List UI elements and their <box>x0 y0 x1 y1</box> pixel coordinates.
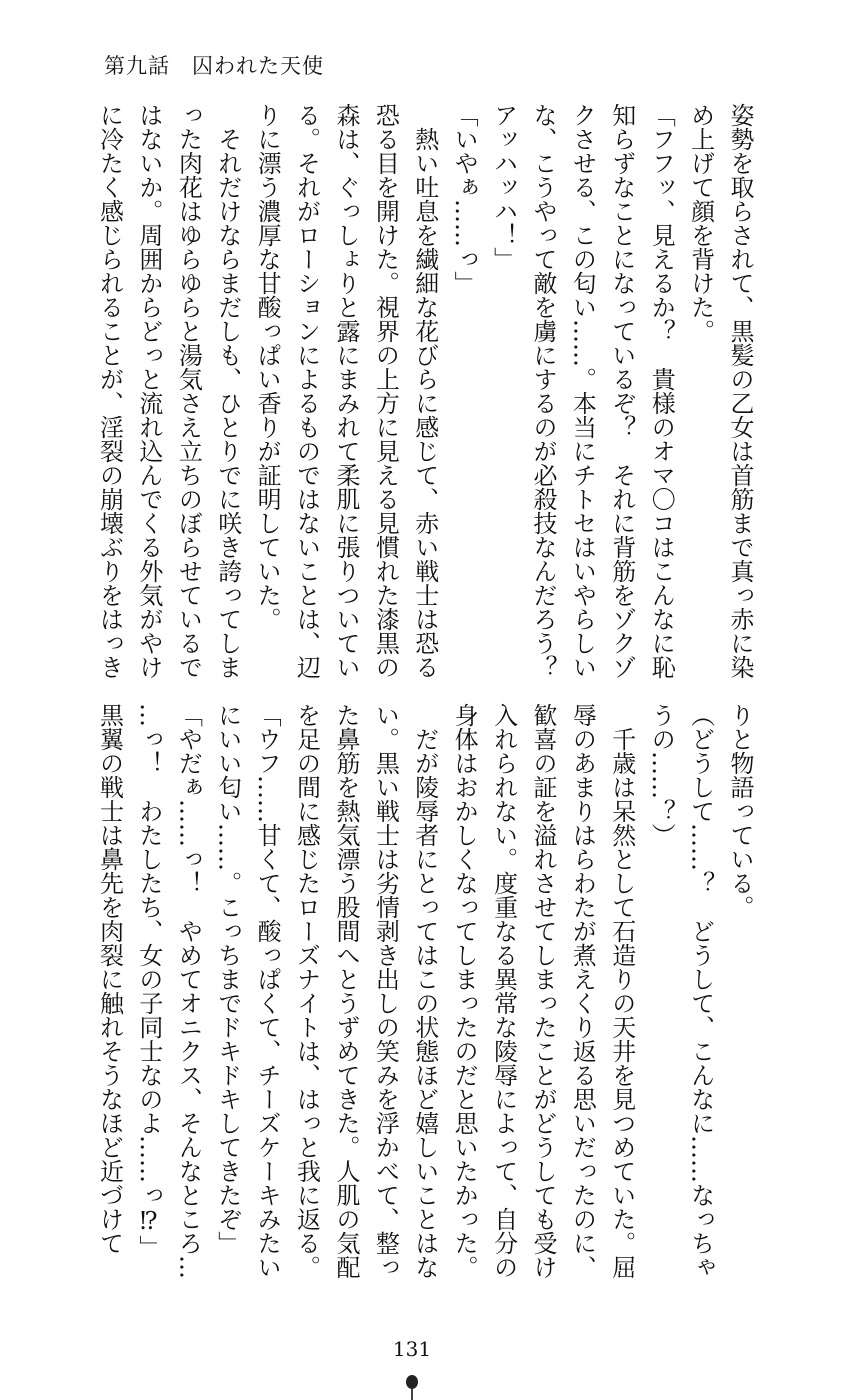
text-column: 知らずなことになっているぞ？ それに背筋をゾクゾ <box>607 103 636 679</box>
text-column: うの……？） <box>647 703 676 847</box>
text-column: りと物語っている。 <box>726 703 754 919</box>
page-marker-dot-icon <box>406 1375 418 1389</box>
text-column: を足の間に感じたローズナイトは、はっと我に返る。 <box>292 703 321 1279</box>
text-column: …っ！ わたしたち、女の子同士なのよ……っ⁉」 <box>134 703 163 1259</box>
text-column: 辱のあまりはらわたが煮えくり返る思いだったのに、 <box>568 703 597 1279</box>
text-column: りに漂う濃厚な甘酸っぱい香りが証明していた。 <box>253 103 282 631</box>
text-column: った肉花はゆらゆらと湯気さえ立ちのぼらせているで <box>174 103 203 679</box>
text-column: な、こうやって敵を虜にするのが必殺技なんだろう？ <box>528 103 557 679</box>
text-column: 身体はおかしくなってしまったのだと思いたかった。 <box>450 703 479 1279</box>
text-block-top <box>89 103 759 693</box>
text-column: 「いやぁ……っ」 <box>450 103 479 295</box>
text-column: （どうして……？ どうして、こんなに……なっちゃ <box>686 703 715 1279</box>
text-column: 黒翼の戦士は鼻先を肉裂に触れそうなほど近づけて <box>95 703 124 1255</box>
text-column: 入れられない。度重なる異常な陵辱によって、自分の <box>489 703 518 1279</box>
text-column: 「フフッ、見えるか？ 貴様のオマ〇コはこんなに恥 <box>647 103 676 679</box>
text-column: 熱い吐息を繊細な花びらに感じて、赤い戦士は恐る <box>410 103 439 679</box>
text-column: 森は、ぐっしょりと露にまみれて柔肌に張りついてい <box>331 103 360 679</box>
text-column: クさせる、この匂い……。本当にチトセはいやらしい <box>568 103 597 679</box>
text-column: はないか。周囲からどっと流れ込んでくる外気がやけ <box>134 103 163 679</box>
text-column: 千歳は呆然として石造りの天井を見つめていた。屈 <box>607 703 636 1279</box>
text-column: アッハッハ！」 <box>489 103 518 271</box>
text-block-bottom <box>89 703 759 1303</box>
text-column: た鼻筋を熱気漂う股間へとうずめてきた。人肌の気配 <box>331 703 360 1279</box>
text-column: だが陵辱者にとってはこの状態ほど嬉しいことはな <box>410 703 439 1279</box>
page-number: 131 <box>392 1337 432 1361</box>
text-column: る。それがローションによるものではないことは、辺 <box>292 103 321 679</box>
text-column: い。黒い戦士は劣情剥き出しの笑みを浮かべて、整っ <box>371 703 400 1279</box>
text-column: 「ウフ……甘くて、酸っぱくて、チーズケーキみたい <box>253 703 282 1279</box>
text-column: 「やだぁ……っ！ やめてオニクス、そんなところ… <box>174 703 203 1279</box>
text-column: それだけならまだしも、ひとりでに咲き誇ってしま <box>213 103 242 679</box>
text-column: 姿勢を取らされて、黒髪の乙女は首筋まで真っ赤に染 <box>726 103 754 679</box>
chapter-header: 第九話 囚われた天使 <box>104 54 324 78</box>
text-column: 歓喜の証を溢れさせてしまったことがどうしても受け <box>528 703 557 1279</box>
text-column: め上げて顔を背けた。 <box>686 103 715 343</box>
page-marker-line <box>411 1389 413 1400</box>
text-column: に冷たく感じられることが、淫裂の崩壊ぶりをはっき <box>95 103 124 679</box>
text-column: にいい匂い……。こっちまでドキドキしてきたぞ」 <box>213 703 242 1255</box>
text-column: 恐る目を開けた。視界の上方に見える見慣れた漆黒の <box>371 103 400 679</box>
